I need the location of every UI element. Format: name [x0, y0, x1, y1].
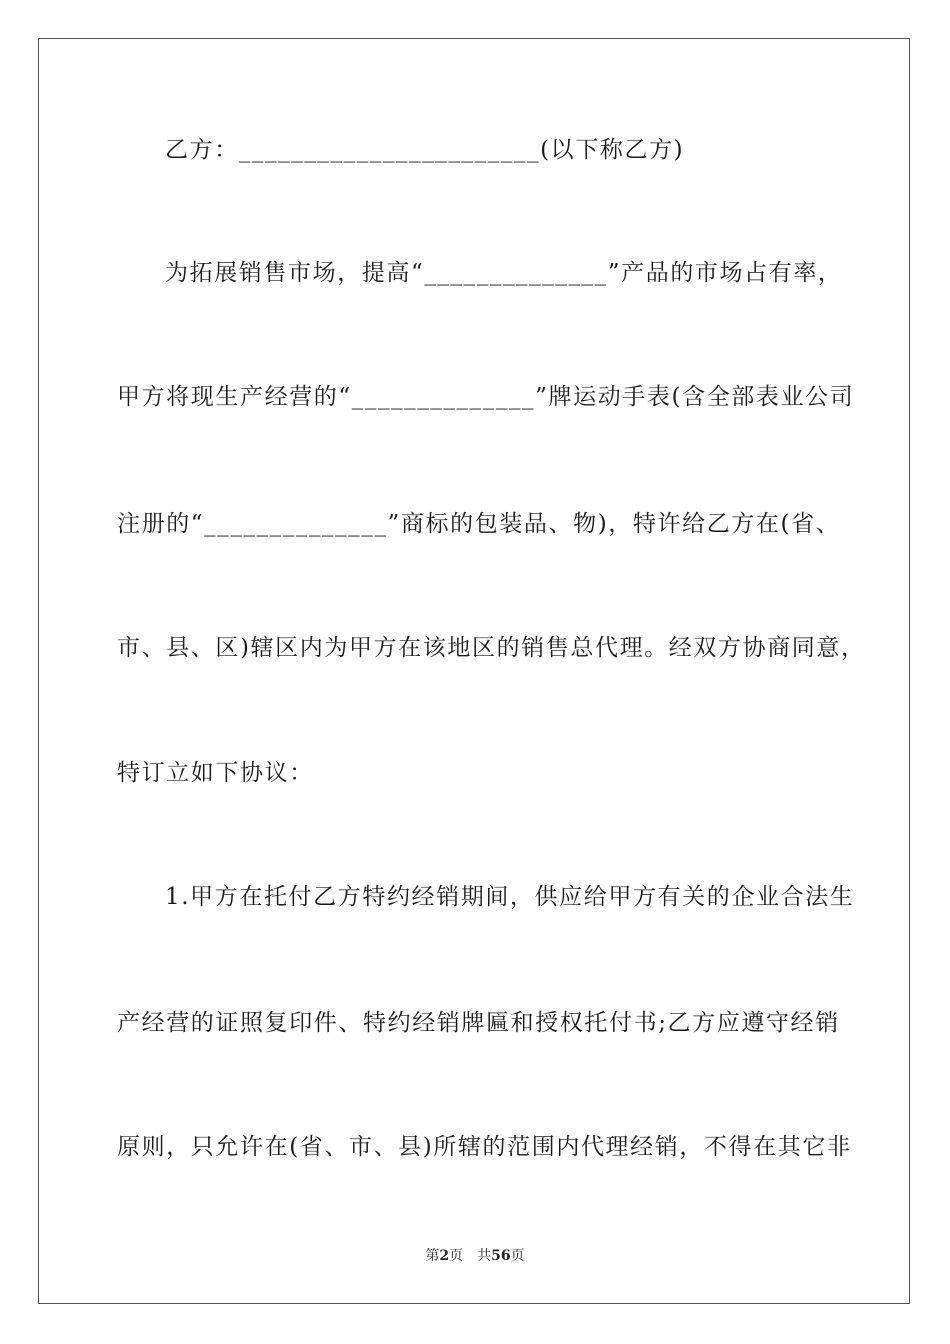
footer-page-suffix: 页: [449, 1248, 464, 1264]
footer-total-pages: 56: [491, 1248, 511, 1264]
page-footer: [0, 1247, 950, 1265]
footer-page-number: 2: [439, 1248, 450, 1264]
text-line: 甲方将现生产经营的“______________”牌运动手表(含全部表业公司: [117, 384, 855, 410]
footer-page-prefix: 第: [425, 1248, 440, 1264]
text-line: 产经营的证照复印件、特约经销牌匾和授权托付书;乙方应遵守经销: [117, 1010, 840, 1036]
page-border: [38, 38, 910, 1304]
text-line: 注册的“______________”商标的包装品、物)，特许给乙方在(省、: [117, 511, 841, 537]
text-line-party-b: 乙方：_______________________(以下称乙方): [165, 137, 685, 163]
footer-total-prefix: 共: [477, 1248, 492, 1264]
text-line: 特订立如下协议：: [117, 760, 314, 786]
text-line: 市、县、区)辖区内为甲方在该地区的销售总代理。经双方协商同意，: [117, 635, 866, 661]
text-line: 为拓展销售市场，提高“______________”产品的市场占有率，: [165, 260, 843, 286]
text-line-clause-1: 1.甲方在托付乙方特约经销期间，供应给甲方有关的企业合法生: [165, 884, 855, 910]
text-line: 原则，只允许在(省、市、县)所辖的范围内代理经销，不得在其它非: [117, 1134, 852, 1160]
footer-total-suffix: 页: [510, 1248, 525, 1264]
